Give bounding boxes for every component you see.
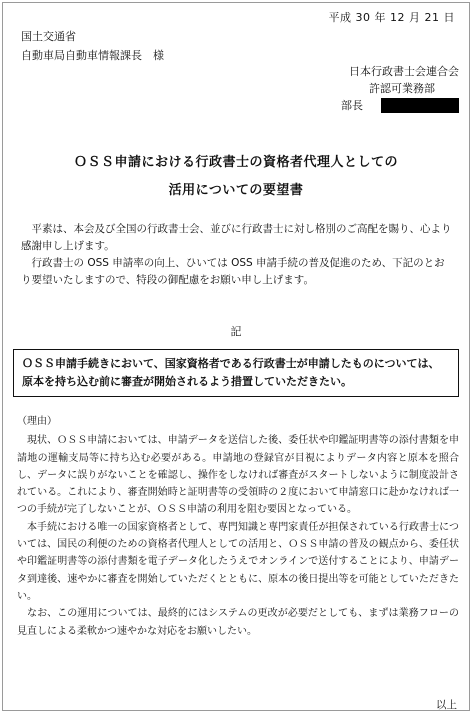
sender-org: 日本行政書士会連合会 (349, 65, 459, 78)
closing-mark: 以上 (436, 699, 457, 711)
request-box: ＯＳＳ申請手続きにおいて、国家資格者である行政書士が申請したものについては、原本を持ち込む前に審査が開始されるよう措置していただきたい。 (13, 349, 459, 397)
recipient-block (21, 27, 164, 65)
sender-dept: 許認可業務部 (369, 82, 435, 95)
redaction-bar (381, 98, 459, 113)
document-title-line2: 活用についての要望書 (168, 183, 304, 198)
intro-paragraph-2: 行政書士の OSS 申請率の向上、ひいては OSS 申請手続の普及促進のため、下記のとおり要望いたしますので、特段の御配慮をお願い申し上げます。 (21, 257, 445, 286)
sender-block (341, 63, 459, 114)
document-title-line1: ＯＳＳ申請における行政書士の資格者代理人としての (73, 155, 398, 170)
sender-person (341, 97, 459, 114)
document-date: 平成 30 年 12 月 21 日 (328, 11, 455, 24)
reason-heading: （理由） (17, 416, 57, 427)
document-page (2, 2, 470, 711)
reason-section (17, 413, 459, 640)
intro-section (21, 221, 455, 289)
reason-paragraph-2: 本手続における唯一の国家資格者として、専門知識と専門家責任が担保されている行政書士については、国民の利便のための資格者代理人としての活用と、ＯＳＳ申請の普及の観点から、委任状や印鑑証明書等の添付書類を電子データ化したうえでオンラインで送付することにより、申請データ到達後、速やかに審査を開始していただくとともに、原本の後日提出等を可能としていただきたい。 (17, 521, 459, 602)
recipient-org: 国土交通省 (21, 30, 76, 43)
reason-paragraph-1: 現状、ＯＳＳ申請においては、申請データを送信した後、委任状や印鑑証明書等の添付書類を申請地の運輸支局等に持ち込む必要がある。申請地の登録官が目視によりデータ内容と原本を照合し、データに誤りがないことを確認し、操作をしなければ審査がスタートしないように制度設計されている。これにより、審査開始時と証明書等の受領時の２度において申請窓口に赴かなければ一つの手続が完了しないことが、ＯＳＳ申請の利用を阻む要因となっている。 (17, 435, 459, 516)
sender-person-label: 部長 (341, 99, 363, 112)
intro-paragraph-1: 平素は、本会及び全国の行政書士会、並びに行政書士に対し格別のご高配を賜り、心より感謝申し上げます。 (21, 223, 452, 252)
recipient-person: 自動車局自動車情報課長 様 (21, 49, 164, 62)
ki-heading: 記 (230, 325, 242, 338)
reason-paragraph-3: なお、この運用については、最終的にはシステムの更改が必要だとしても、まずは業務フローの見直しによる柔軟かつ速やかな対応をお願いしたい。 (17, 608, 459, 637)
